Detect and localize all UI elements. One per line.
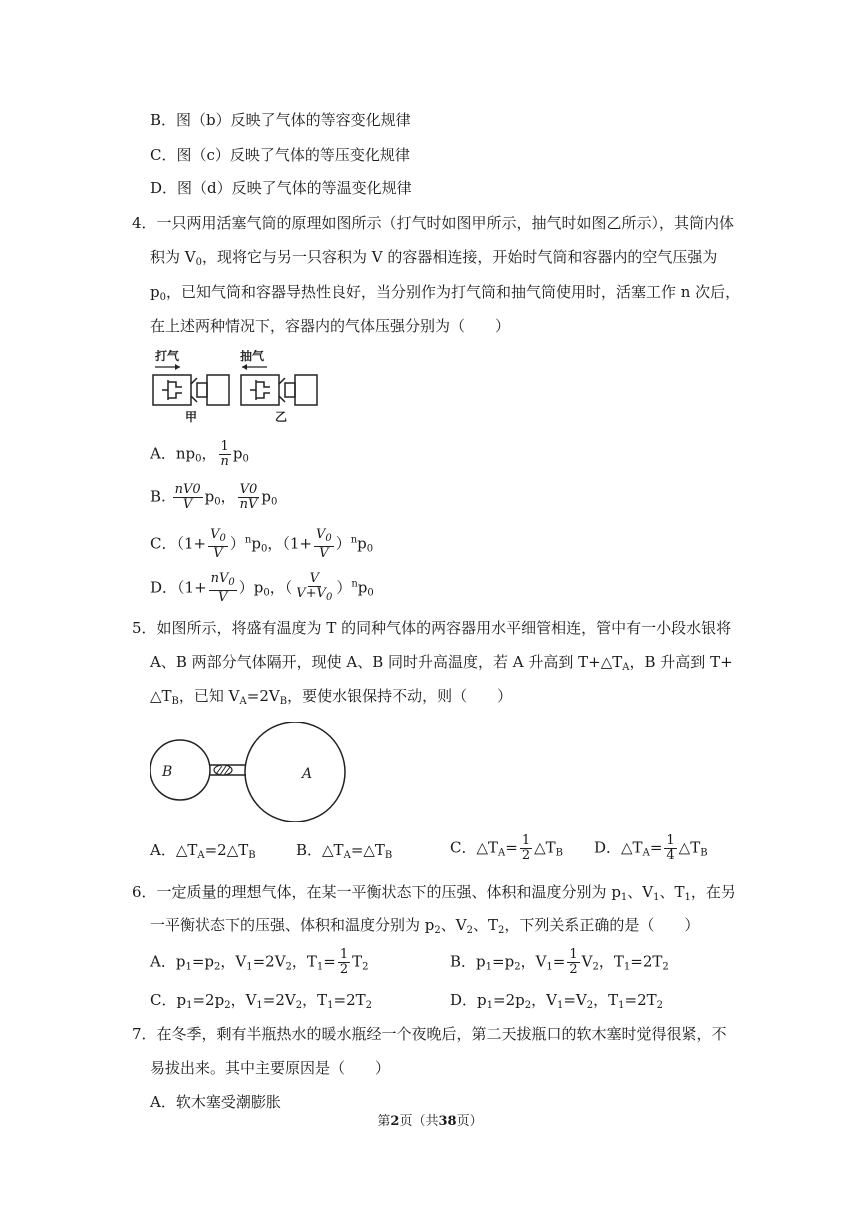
q5-line-3: $\triangle T_B$，已知 $V_A=2V_B$，要使水银保持不动，则（ ） bbox=[150, 687, 513, 707]
suck-label: 抽气 bbox=[240, 350, 265, 363]
q4-option-c: C．（1+ $\frac{V_0}{V}$ ）$^np_0$，（1+ $\frac{V_0}{V}$ ）$^np_0$ bbox=[150, 527, 374, 561]
q4-line-3: $p_0$，已知气筒和容器导热性良好，当分别作为打气筒和抽气筒使用时，活塞工作 n 次后， bbox=[150, 283, 741, 303]
q4-option-b: B. $\frac{nV0}{V}$ $p_0$， $\frac{V0}{nV}$ $p_0$ bbox=[150, 482, 278, 512]
q5-line-2: A、B 两部分气体隔开，现使 A、B 同时升高温度，若 A 升高到 $T+\triangle T_A$，B 升高到 T+ bbox=[150, 653, 733, 673]
page-total: 38 bbox=[438, 1114, 457, 1129]
container-b-label: B bbox=[162, 764, 173, 780]
q3-option-d: D．图（d）反映了气体的等温变化规律 bbox=[150, 179, 412, 197]
q5-option-d: D．$\triangle T_A=$ $\frac{1}{4}$ $\triangle T_B$ bbox=[594, 833, 708, 863]
q7-line-1: 7．在冬季，剩有半瓶热水的暖水瓶经一个夜晚后，第二天拔瓶口的软木塞时觉得很紧，不 bbox=[132, 1025, 727, 1043]
q5-option-a: A．$\triangle T_A=2\triangle T_B$ bbox=[150, 841, 256, 861]
q6-line-1: 6．一定质量的理想气体，在某一平衡状态下的压强、体积和温度分别为 $p_1$、$V_1$、$T_1$，在另 bbox=[132, 883, 736, 903]
page-number: 2 bbox=[390, 1114, 400, 1129]
q5-line-1: 5．如图所示，将盛有温度为 T 的同种气体的两容器用水平细管相连，管中有一小段水银将 bbox=[132, 619, 732, 637]
q7-option-a: A．软木塞受潮膨胀 bbox=[150, 1093, 281, 1111]
q4-line-4: 在上述两种情况下，容器内的气体压强分别为（ ） bbox=[150, 317, 511, 335]
page-footer: 第2页（共38页） bbox=[377, 1114, 483, 1129]
q4-line-2: 积为 $V_0$，现将它与另一只容积为 V 的容器相连接，开始时气筒和容器内的空气压强为 bbox=[150, 248, 718, 268]
q7-line-2: 易拔出来。其中主要原因是（ ） bbox=[150, 1059, 391, 1077]
containers-figure bbox=[150, 722, 350, 826]
yi-label: 乙 bbox=[275, 410, 288, 424]
q4-line-1: 4．一只两用活塞气筒的原理如图所示（打气时如图甲所示，抽气时如图乙所示），其筒内体 bbox=[132, 214, 735, 232]
q6-option-d: D．$p_1=2p_2$，$V_1=V_2$，$T_1=2T_2$ bbox=[450, 991, 663, 1011]
pump-figure bbox=[150, 350, 320, 429]
q6-line-2: 一平衡状态下的压强、体积和温度分别为 $p_2$、$V_2$、$T_2$，下列关系正确的是（ ） bbox=[150, 916, 700, 936]
q3-option-b: B．图（b）反映了气体的等容变化规律 bbox=[150, 111, 411, 129]
q4-option-d: D．（1+ $\frac{nV_0}{V}$ ）$p_0$，（ $\frac{V}{V+V_0}$ ）$^np_0$ bbox=[150, 571, 374, 605]
q6-option-c: C．$p_1=2p_2$，$V_1=2V_2$，$T_1=2T_2$ bbox=[150, 991, 372, 1011]
q5-option-c: C．$\triangle T_A=$ $\frac{1}{2}$ $\triangle T_B$ bbox=[450, 833, 564, 863]
jia-label: 甲 bbox=[185, 410, 198, 424]
q3-option-c: C．图（c）反映了气体的等压变化规律 bbox=[150, 146, 410, 164]
pump-label: 打气 bbox=[155, 350, 180, 363]
container-a-label: A bbox=[302, 766, 313, 782]
q6-option-b: B．$p_1=p_2$，$V_1=$ $\frac{1}{2}$ $V_2$，$T_1=2T_2$ bbox=[450, 947, 669, 977]
q4-option-a: A．$np_0$， $\frac{1}{n}$ $p_0$ bbox=[150, 439, 249, 469]
q6-option-a: A．$p_1=p_2$，$V_1=2V_2$，$T_1=$ $\frac{1}{2}$ $T_2$ bbox=[150, 947, 369, 977]
q5-option-b: B．$\triangle T_A=\triangle T_B$ bbox=[296, 841, 393, 861]
